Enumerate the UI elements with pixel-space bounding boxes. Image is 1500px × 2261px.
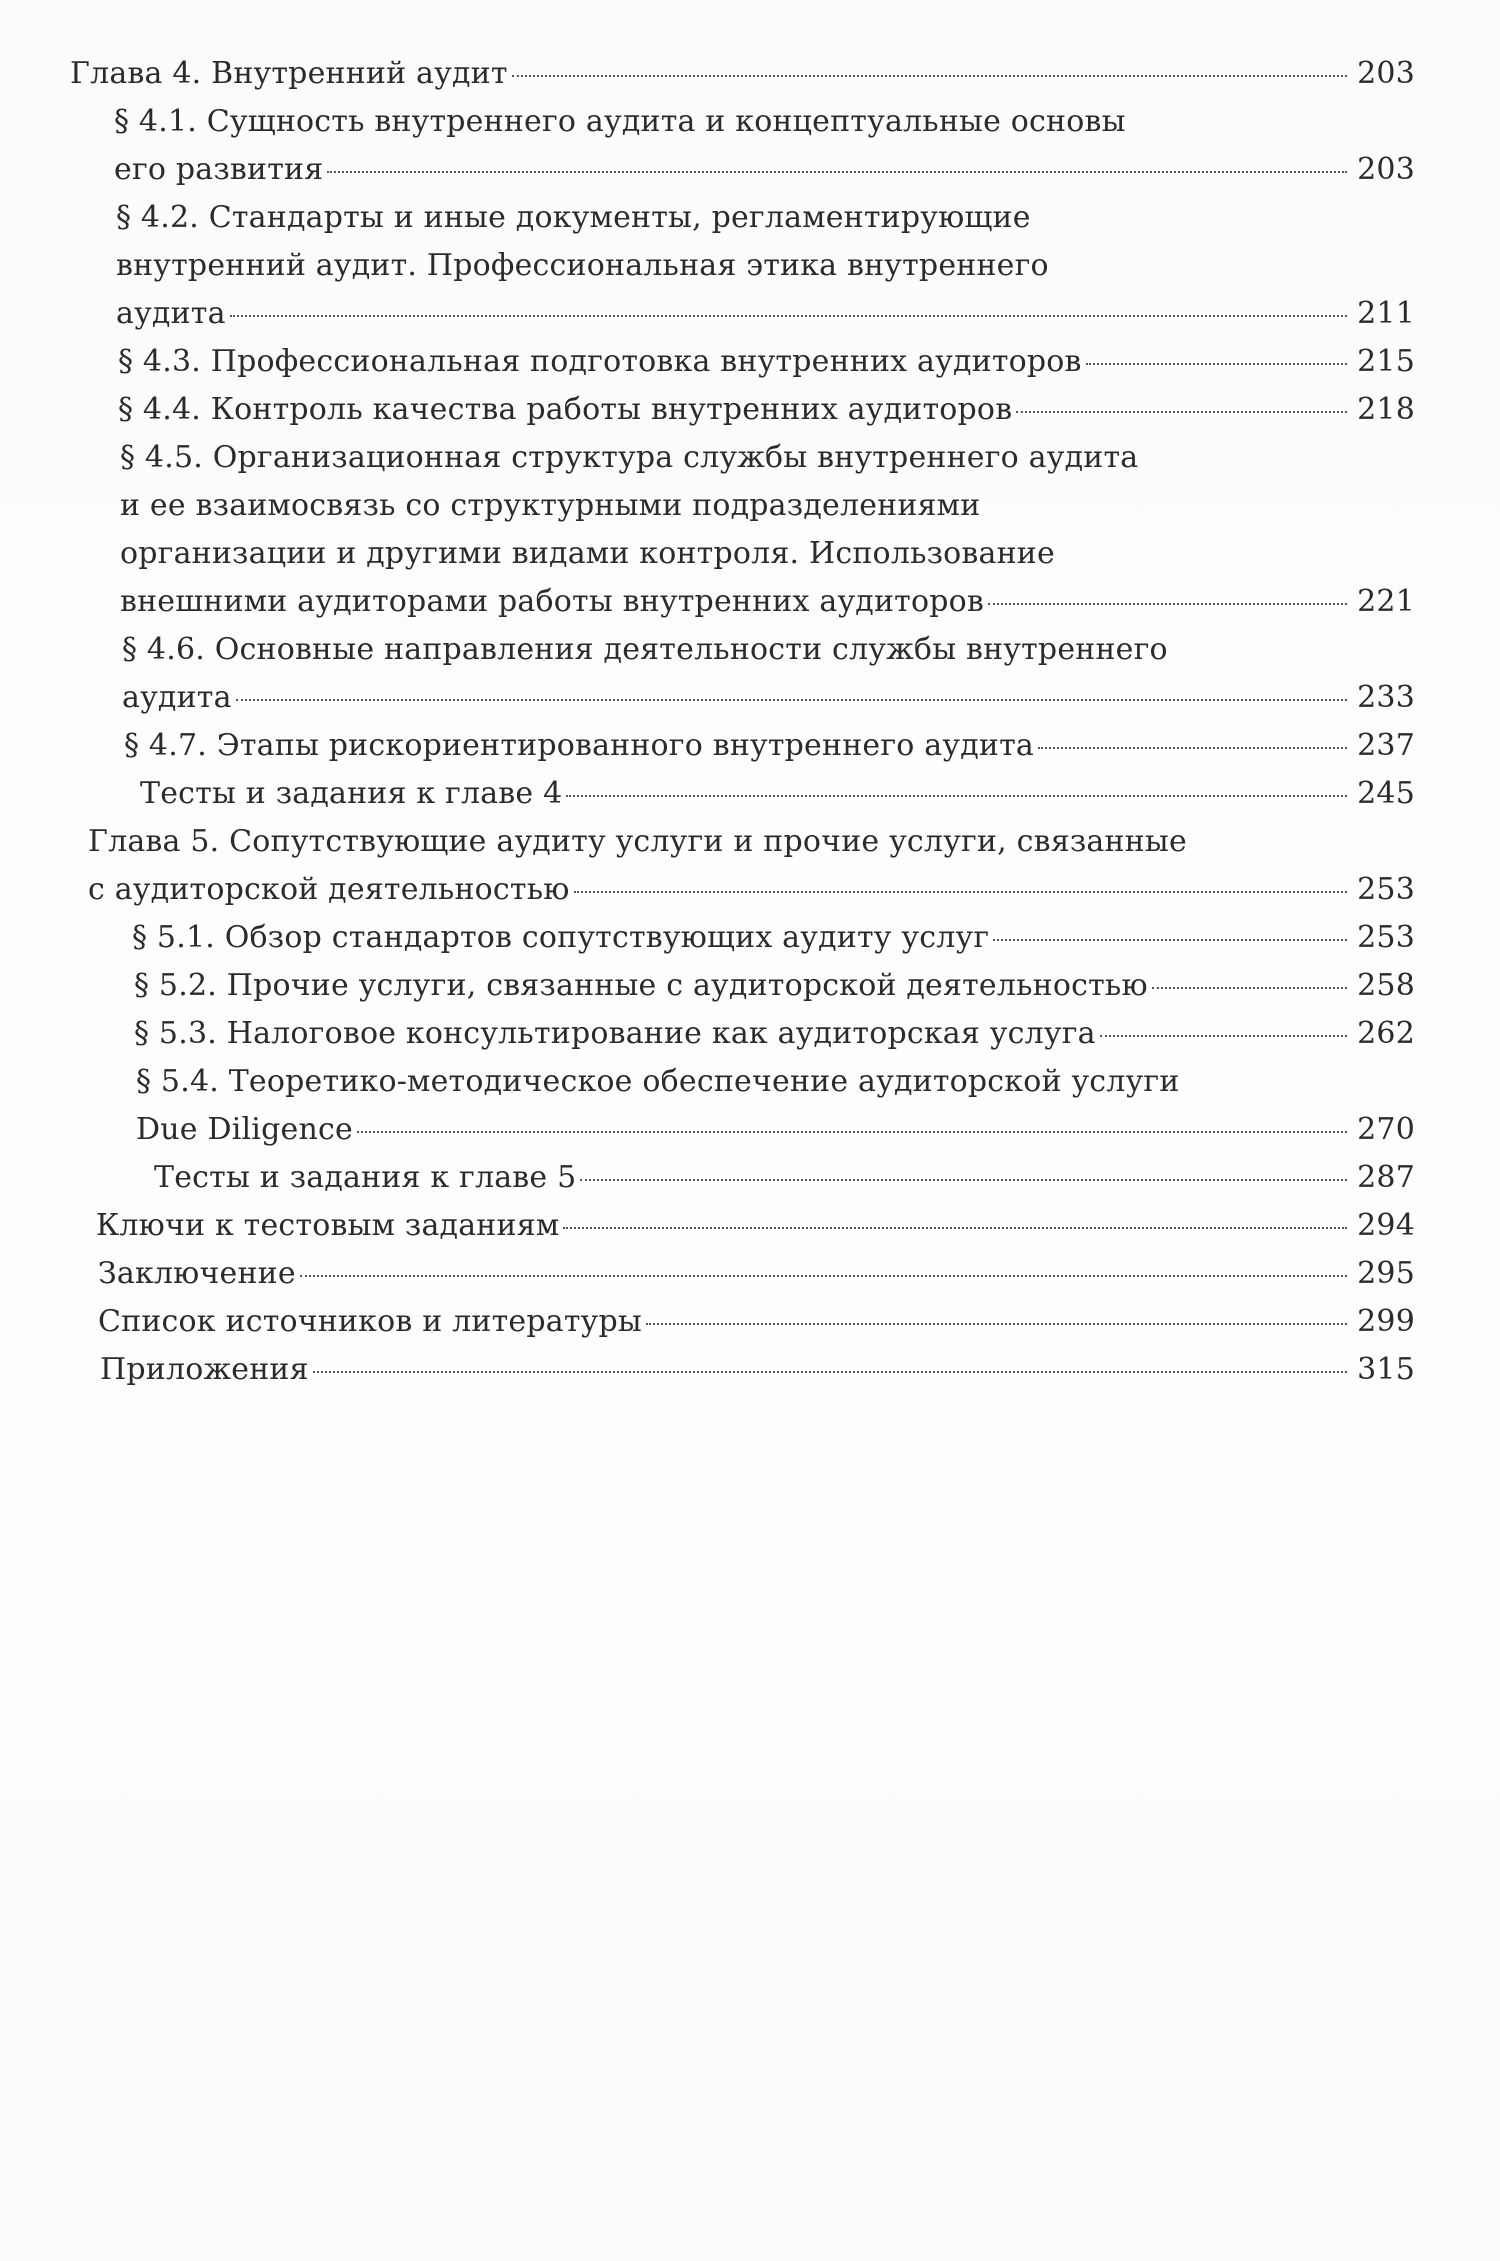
toc-page-number: 215 <box>1357 344 1415 379</box>
toc-entry-tests-chapter-4 <box>82 770 1415 818</box>
toc-page-number: 287 <box>1357 1160 1415 1195</box>
toc-entry-title: Ключи к тестовым заданиям <box>96 1208 560 1243</box>
dot-leader <box>327 171 1347 173</box>
dot-leader <box>1038 747 1347 749</box>
toc-entry-section-4-3 <box>76 338 1415 386</box>
toc-entry-section-4-4 <box>76 386 1415 434</box>
toc-page-number: 299 <box>1357 1304 1415 1339</box>
toc-page-number: 221 <box>1357 584 1415 619</box>
toc-entry-section-4-5 <box>78 434 1415 626</box>
dot-leader <box>313 1371 1347 1373</box>
toc-entry-title-line: организации и другими видами контроля. Использование <box>120 536 1055 571</box>
dot-leader <box>1152 987 1347 989</box>
toc-entry-title-line: его развития <box>114 152 324 187</box>
toc-page-number: 253 <box>1357 920 1415 955</box>
dot-leader <box>1100 1035 1347 1037</box>
toc-entry-title-line: с аудиторской деятельностью <box>88 872 570 907</box>
toc-entry-title: Список источников и литературы <box>98 1304 642 1339</box>
toc-entry-chapter-4 <box>70 50 1415 98</box>
toc-entry-section-4-1 <box>72 98 1415 194</box>
toc-entry-title-line: § 4.2. Стандарты и иные документы, регламентирующие <box>116 200 1031 235</box>
dot-leader <box>988 603 1347 605</box>
toc-entry-title-line: § 4.6. Основные направления деятельности службы внутреннего <box>122 632 1168 667</box>
toc-entry-title-line: § 5.4. Теоретико-методическое обеспечение аудиторской услуги <box>136 1064 1180 1099</box>
toc-page-number: 253 <box>1357 872 1415 907</box>
toc-entry-title-line: § 4.1. Сущность внутреннего аудита и концептуальные основы <box>114 104 1126 139</box>
toc-entry-section-5-1 <box>90 914 1415 962</box>
toc-entry-section-4-2 <box>74 194 1415 338</box>
toc-entry-title: § 4.4. Контроль качества работы внутренних аудиторов <box>118 392 1013 427</box>
toc-page-number: 203 <box>1357 56 1415 91</box>
toc-entry-title: § 4.3. Профессиональная подготовка внутренних аудиторов <box>118 344 1082 379</box>
toc-entry-title-line: аудита <box>116 296 226 331</box>
toc-entry-title: Заключение <box>98 1256 296 1291</box>
toc-entry-title: § 5.2. Прочие услуги, связанные с аудиторской деятельностью <box>134 968 1148 1003</box>
table-of-contents <box>70 50 1415 1394</box>
dot-leader <box>566 795 1347 797</box>
toc-entry-test-keys <box>96 1202 1415 1250</box>
dot-leader <box>357 1131 1347 1133</box>
toc-entry-title: Глава 4. Внутренний аудит <box>70 56 508 91</box>
toc-entry-appendices <box>100 1346 1415 1394</box>
toc-entry-title-line: Due Diligence <box>136 1112 353 1147</box>
toc-entry-title: § 4.7. Этапы рискориентированного внутреннего аудита <box>124 728 1034 763</box>
toc-entry-conclusion <box>98 1250 1415 1298</box>
toc-entry-sources <box>98 1298 1415 1346</box>
toc-page-number: 294 <box>1357 1208 1415 1243</box>
toc-entry-title: Тесты и задания к главе 4 <box>140 776 563 811</box>
toc-page-number: 218 <box>1357 392 1415 427</box>
toc-page-number: 295 <box>1357 1256 1415 1291</box>
dot-leader <box>512 75 1347 77</box>
toc-page-number: 233 <box>1357 680 1415 715</box>
dot-leader <box>993 939 1347 941</box>
toc-entry-title-line: аудита <box>122 680 232 715</box>
toc-page-number: 237 <box>1357 728 1415 763</box>
toc-page-number: 211 <box>1357 296 1415 331</box>
toc-entry-section-4-6 <box>80 626 1415 722</box>
toc-page-number: 203 <box>1357 152 1415 187</box>
dot-leader <box>230 315 1347 317</box>
toc-entry-section-5-2 <box>92 962 1415 1010</box>
toc-page-number: 258 <box>1357 968 1415 1003</box>
toc-page-number: 245 <box>1357 776 1415 811</box>
dot-leader <box>236 699 1347 701</box>
toc-page-number: 262 <box>1357 1016 1415 1051</box>
toc-entry-section-5-3 <box>92 1010 1415 1058</box>
dot-leader <box>1086 363 1347 365</box>
toc-entry-title-line: и ее взаимосвязь со структурными подразделениями <box>120 488 981 523</box>
toc-entry-title: § 5.3. Налоговое консультирование как аудиторская услуга <box>134 1016 1096 1051</box>
toc-entry-title: Тесты и задания к главе 5 <box>154 1160 577 1195</box>
toc-entry-section-5-4 <box>94 1058 1415 1154</box>
toc-entry-title-line: внутренний аудит. Профессиональная этика внутреннего <box>116 248 1049 283</box>
toc-entry-title-line: § 4.5. Организационная структура службы внутреннего аудита <box>120 440 1139 475</box>
dot-leader <box>580 1179 1347 1181</box>
dot-leader <box>563 1227 1347 1229</box>
dot-leader <box>646 1323 1347 1325</box>
toc-entry-title-line: Глава 5. Сопутствующие аудиту услуги и прочие услуги, связанные <box>88 824 1187 859</box>
toc-page-number: 315 <box>1357 1352 1415 1387</box>
toc-page-number: 270 <box>1357 1112 1415 1147</box>
toc-entry-title-line: внешними аудиторами работы внутренних аудиторов <box>120 584 984 619</box>
dot-leader <box>574 891 1347 893</box>
toc-entry-title: Приложения <box>100 1352 309 1387</box>
toc-entry-chapter-5 <box>88 818 1415 914</box>
toc-entry-section-4-7 <box>82 722 1415 770</box>
toc-entry-tests-chapter-5 <box>96 1154 1415 1202</box>
dot-leader <box>1016 411 1347 413</box>
toc-entry-title: § 5.1. Обзор стандартов сопутствующих аудиту услуг <box>132 920 990 955</box>
dot-leader <box>300 1275 1347 1277</box>
